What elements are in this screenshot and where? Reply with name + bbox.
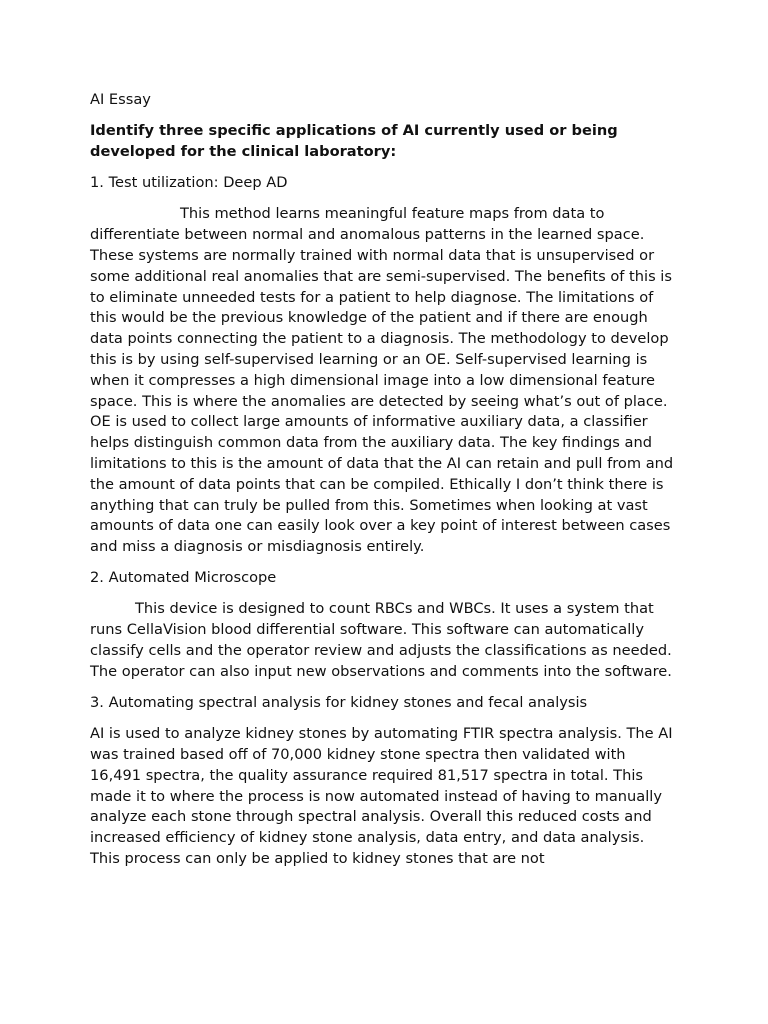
essay-title: AI Essay xyxy=(90,91,151,108)
section-2-body: This device is designed to count RBCs and WBCs. It uses a system that runs CellaVision blood differential software. This software can automatically classify cells and the operator review and adjusts the classifications as needed. The operator can also input new observations and comments into the software. xyxy=(90,600,672,680)
section-1-heading: 1. Test utilization: Deep AD xyxy=(90,174,288,192)
section-3-body: AI is used to analyze kidney stones by automating FTIR spectra analysis. The AI was trained based off of 70,000 kidney stone spectra then validated with 16,491 spectra, the quality assurance required 81,517 spectra in total. This made it to where the process is now automated instead of having to manually analyze each stone through spectral analysis. Overall this reduced costs and increased efficiency of kidney stone analysis, data entry, and data analysis. This process can only be applied to kidney stones that are not xyxy=(90,725,673,868)
section-2-heading: 2. Automated Microscope xyxy=(90,569,277,587)
section-1-body: This method learns meaningful feature maps from data to differentiate between normal and anomalous patterns in the learned space. These systems are normally trained with normal data that is unsupervised or some additional real anomalies that are semi-supervised. The benefits of this is to eliminate unneeded tests for a patient to help diagnose. The limitations of this would be the previous knowledge of the patient and if there are enough data points connecting the patient to a diagnosis. The methodology to develop this is by using self-supervised learning or an OE. Self-supervised learning is when it compresses a high dimensional image into a low dimensional feature space. This is where the anomalies are detected by seeing what’s out of place. OE is used to collect large amounts of informative auxiliary data, a classifier helps distinguish common data from the auxiliary data. The key findings and limitations to this is the amount of data that the AI can retain and pull from and the amount of data points that can be compiled. Ethically I don’t think there is anything that can truly be pulled from this. Sometimes when looking at vast amounts of data one can easily look over a key point of interest between cases and miss a diagnosis or misdiagnosis entirely. xyxy=(90,205,674,556)
section-3-heading: 3. Automating spectral analysis for kidney stones and fecal analysis xyxy=(90,694,588,712)
question-heading: Identify three specific applications of AI currently used or being developed for the clinical laboratory: xyxy=(90,122,618,160)
document-page xyxy=(90,90,678,880)
